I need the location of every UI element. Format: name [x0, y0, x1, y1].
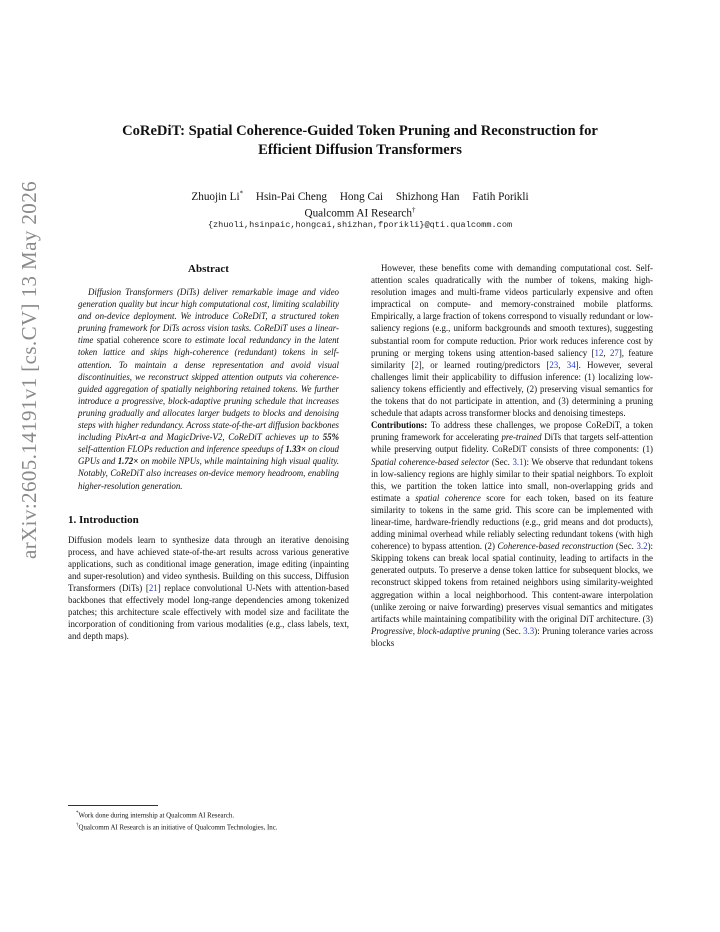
- author-emails: {zhuoli,hsinpaic,hongcai,shizhan,fporikli}@qti.qualcomm.com: [207, 220, 513, 230]
- contributions-label: Contributions:: [371, 420, 428, 431]
- author-name: Shizhong Han: [395, 190, 460, 203]
- arxiv-sidebar-stamp: arXiv:2605.14191v1 [cs.CV] 13 May 2026: [17, 181, 41, 559]
- title-line-1: CoReDiT: Spatial Coherence-Guided Token Pruning and Reconstruction for: [122, 123, 598, 139]
- section-link[interactable]: 3.3: [523, 625, 535, 636]
- abstract-heading: Abstract: [188, 263, 229, 275]
- citation-link[interactable]: 34: [566, 359, 576, 370]
- citation-link[interactable]: 23: [549, 359, 559, 370]
- author-name: Fatih Porikli: [472, 190, 529, 203]
- paper-title: [60, 122, 660, 160]
- abstract-text: Diffusion Transformers (DiTs) deliver remarkable image and video generation quality but incur high computational cost, limiting scalability and on-device deployment. We introduce CoReDiT, a structured token pruning framework for DiTs across vision tasks. CoReDiT uses a linear-time spatial coherence score to estimate local redundancy in the latent token lattice and skips high-coherence (redundant) tokens in self-attention. To maintain a dense representation and avoid visual discontinuities, we reconstruct skipped attention outputs via coherence-guided aggregation of spatially neighboring retained tokens. We further introduce a progressive, block-adaptive pruning schedule that increases pruning gradually and allocates larger budgets to blocks and denoising steps with higher redundancy. Across state-of-the-art diffusion backbones including PixArt-α and MagicDrive-V2, CoReDiT achieves up to 55% self-attention FLOPs reduction and inference speedups of 1.33× on cloud GPUs and 1.72× on mobile NPUs, while maintaining high visual quality. Notably, CoReDiT also increases on-device memory headroom, enabling higher-resolution generation.: [78, 287, 340, 491]
- author-list: [60, 186, 660, 204]
- contributions-paragraph: Contributions: To address these challenges, we propose CoReDiT, a token pruning framework for accelerating pre-trained DiTs that targets self-attention while preserving output fidelity. CoReDiT consists of three components: (1) Spatial coherence-based selector (Sec. 3.1): We observe that redundant tokens in low-saliency regions are highly similar to their spatial neighbors. To exploit this, we partition the token lattice into small, non-overlapping grids and estimate a spatial coherence score for each token, based on its feature similarity to tokens in the same grid. This score can be implemented with linear-time, hardware-friendly reductions (e.g., grid means and dot products), adding minimal overhead while reliably selecting redundant tokens (with high coherence) to bypass attention. (2) Coherence-based reconstruction (Sec. 3.2): Skipping tokens can break local spatial continuity, leading to artifacts in the generated outputs. To preserve a dense token lattice for subsequent blocks, we reconstruct skipped tokens from retained neighbors using similarity-weighted aggregation within a local neighborhood. This content-aware interpolation (unlike zeroing or naive forwarding) preserves visual semantics and mitigates artifacts while maintaining compatibility with the original DiT architecture. (3) Progressive, block-adaptive pruning (Sec. 3.3): Pruning tolerance varies across blocks: [371, 420, 654, 648]
- author-name: Hsin-Pai Cheng: [255, 190, 328, 203]
- author-footnote-mark: *: [239, 189, 244, 197]
- introduction-heading: 1. Introduction: [68, 513, 139, 526]
- section-link[interactable]: 3.2: [636, 541, 648, 552]
- introduction-paragraph: Diffusion models learn to synthesize data through an iterative denoising process, and have achieved state-of-the-art results across various generative applications, such as conditional image generation, image editing (inpainting and super-resolution) and video synthesis. Building on this success, Diffusion Transformers (DiTs) [21] replace convolutional U-Nets with attention-based backbones that effectively model long-range dependencies among tokenized patches; this architecture scale effectively with model size and facilitate the incorporation of conditioning from various modalities (e.g., class labels, text, and depth maps).: [68, 534, 349, 642]
- citation-link[interactable]: 27: [609, 347, 619, 358]
- affiliation: Qualcomm AI Research†: [304, 206, 416, 220]
- citation-link[interactable]: 12: [594, 347, 604, 358]
- footnote-rule: [68, 805, 158, 806]
- author-name: Hong Cai: [339, 190, 384, 203]
- left-column: [68, 262, 349, 642]
- body-paragraph: However, these benefits come with demanding computational cost. Self-attention scales quadratically with the number of tokens, making high-resolution images and multi-frame videos particularly expensive and often impractical on compute- and memory-constrained mobile platforms. Empirically, a large fraction of tokens correspond to visually redundant or low-saliency regions (e.g., uniform backgrounds and smooth textures), suggesting substantial room for compute reduction. Prior work reduces inference cost by pruning or merging tokens using attention-based saliency [12, 27], feature similarity [2], or learned routing/predictors [23, 34]. However, several challenges limit their applicability to diffusion inference: (1) localizing low-saliency tokens efficiently and effectively, (2) preserving visual semantics for the tokens that do not participate in attention, and (3) determining a pruning schedule that adapts across transformer blocks and denoising timesteps.: [371, 263, 653, 419]
- footnotes: [68, 805, 349, 832]
- footnote-1: *Work done during internship at Qualcomm AI Research.: [76, 811, 235, 820]
- affiliation-footnote-mark: †: [412, 206, 416, 214]
- citation-link[interactable]: 21: [148, 582, 158, 593]
- right-column: [371, 262, 653, 649]
- footnote-2: †Qualcomm AI Research is an initiative of Qualcomm Technologies, Inc.: [76, 822, 278, 831]
- section-link[interactable]: 3.1: [512, 456, 524, 467]
- title-line-2: Efficient Diffusion Transformers: [258, 142, 462, 158]
- citation-link[interactable]: 2: [414, 359, 419, 370]
- author-name: Zhuojin Li*: [191, 189, 244, 203]
